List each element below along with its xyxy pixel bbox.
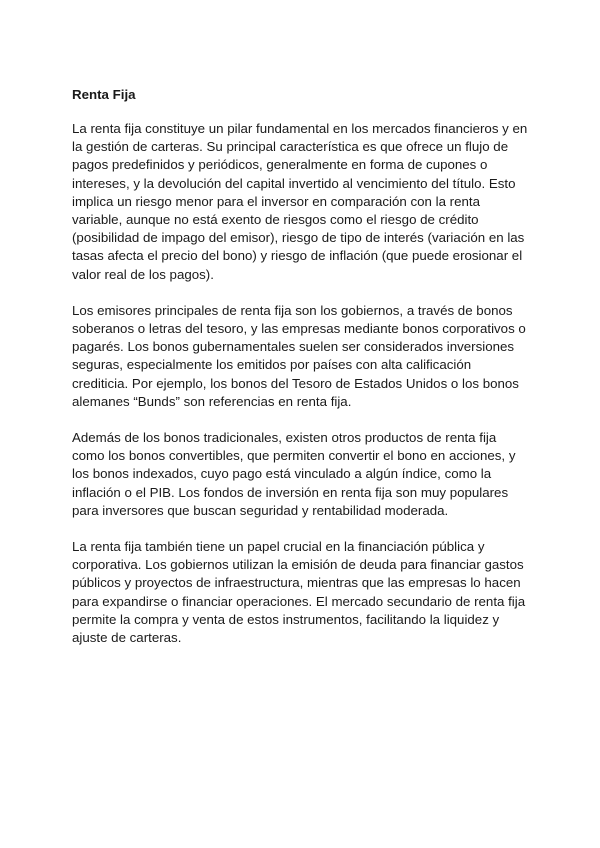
document-title: Renta Fija bbox=[72, 87, 136, 102]
paragraph-4: La renta fija también tiene un papel crucial en la financiación pública y corporativa. Los gobiernos utilizan la emisión de deuda para financiar gastos públicos y proyectos de infraestructura, mientras que las empresas lo hacen para expandirse o financiar operaciones. El mercado secundario de renta fija permite la compra y venta de estos instrumentos, facilitando la liquidez y ajuste de carteras. bbox=[72, 539, 526, 646]
paragraph-2: Los emisores principales de renta fija son los gobiernos, a través de bonos soberanos o letras del tesoro, y las empresas mediante bonos corporativos o pagarés. Los bonos gubernamentales suelen ser considerados inversiones seguras, especialmente los emitidos por países con alta calificación crediticia. Por ejemplo, los bonos del Tesoro de Estados Unidos o los bonos alemanes “Bunds” son referencias en renta fija. bbox=[72, 302, 526, 409]
paragraph-1: La renta fija constituye un pilar fundamental en los mercados financieros y en la gestión de carteras. Su principal característica es que ofrece un flujo de pagos predefinidos y periódicos, generalmente en forma de cupones o intereses, y la devolución del capital invertido al vencimiento del título. Esto implica un riesgo menor para el inversor en comparación con la renta variable, aunque no está exento de riesgos como el riesgo de crédito (posibilidad de impago del emisor), riesgo de tipo de interés (variación en las tasas afecta el precio del bono) y riesgo de inflación (que puede erosionar el valor real de los pagos). bbox=[72, 121, 528, 282]
paragraph-3: Además de los bonos tradicionales, existen otros productos de renta fija como los bonos convertibles, que permiten convertir el bono en acciones, y los bonos indexados, cuyo pago está vinculado a algún índice, como la inflación o el PIB. Los fondos de inversión en renta fija son muy populares para inversores que buscan seguridad y rentabilidad moderada. bbox=[72, 430, 516, 518]
document-body bbox=[72, 86, 530, 665]
